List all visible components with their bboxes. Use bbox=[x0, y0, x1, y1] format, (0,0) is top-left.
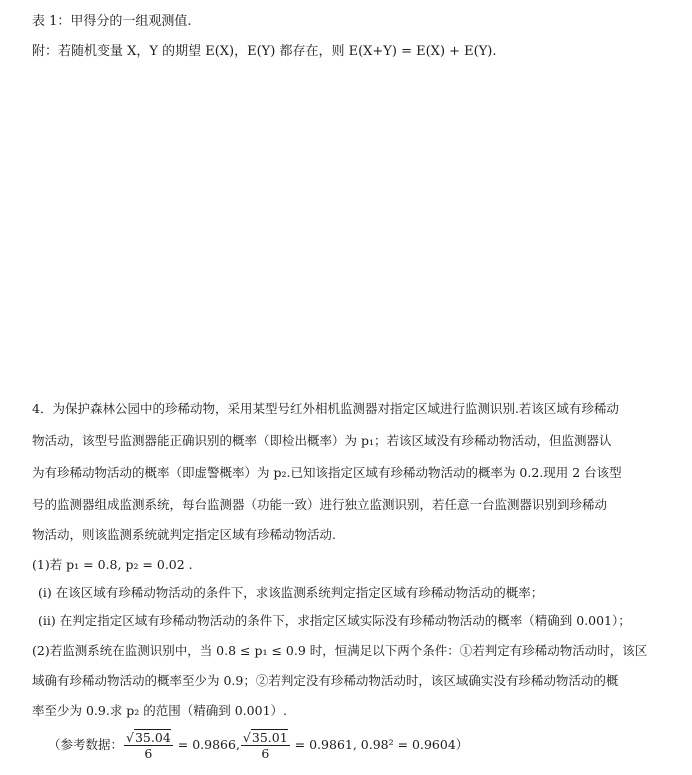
part-1: (1)若 p₁ = 0.8, p₂ = 0.02 . bbox=[32, 557, 193, 572]
reference-prefix: （参考数据： bbox=[48, 737, 124, 752]
fraction-2-numerator: 35.01 bbox=[251, 730, 288, 745]
part-2-line-2: 域确有珍稀动物活动的概率至少为 0.9；②若判定没有珍稀动物活动时，该区域确实没有珍稀动物活动的概 bbox=[32, 673, 619, 688]
part-2-line-3: 率至少为 0.9.求 p₂ 的范围（精确到 0.001）. bbox=[32, 703, 288, 718]
table-caption: 表 1：甲得分的一组观测值. bbox=[32, 14, 192, 29]
part-2-line-1: (2)若监测系统在监测识别中，当 0.8 ≤ p₁ ≤ 0.9 时，恒满足以下两个条件：①若判定有珍稀动物活动时，该区 bbox=[32, 643, 648, 658]
reference-tail: = 0.9861, 0.98² = 0.9604） bbox=[290, 737, 469, 752]
question-4-line-1: 4．为保护森林公园中的珍稀动物，采用某型号红外相机监测器对指定区域进行监测识别.若该区域有珍稀动 bbox=[32, 401, 619, 416]
appendix-note: 附：若随机变量 X，Y 的期望 E(X)，E(Y) 都存在，则 E(X+Y) = E(X) + E(Y). bbox=[32, 44, 497, 59]
question-4-line-5: 物活动，则该监测系统就判定指定区域有珍稀动物活动. bbox=[32, 527, 336, 542]
part-1-ii: (ii) 在判定指定区域有珍稀动物活动的条件下，求指定区域实际没有珍稀动物活动的概率（精确到 0.001）； bbox=[38, 613, 631, 628]
fraction-2-denominator: 6 bbox=[261, 746, 270, 761]
fraction-1: $\frac{√35.04}{6}$ bbox=[126, 730, 171, 761]
fraction-2: $\frac{√35.01}{6}$ bbox=[242, 730, 288, 761]
fraction-1-numerator: 35.04 bbox=[134, 730, 171, 745]
question-4-line-4: 号的监测器组成监测系统，每台监测器（功能一致）进行独立监测识别，若任意一台监测器识别到珍稀动 bbox=[32, 497, 608, 512]
question-4-line-2: 物活动，该型号监测器能正确识别的概率（即检出概率）为 p₁；若该区域没有珍稀动物活动，但监测器认 bbox=[32, 433, 612, 448]
fraction-1-value: = 0.9866, bbox=[173, 737, 240, 752]
reference-data bbox=[48, 730, 668, 761]
fraction-1-denominator: 6 bbox=[144, 746, 153, 761]
part-1-i: (i) 在该区域有珍稀动物活动的条件下，求该监测系统判定指定区域有珍稀动物活动的概率； bbox=[38, 585, 544, 600]
question-4-line-3: 为有珍稀动物活动的概率（即虚警概率）为 p₂.已知该指定区域有珍稀动物活动的概率为 0.2.现用 2 台该型 bbox=[32, 465, 622, 480]
